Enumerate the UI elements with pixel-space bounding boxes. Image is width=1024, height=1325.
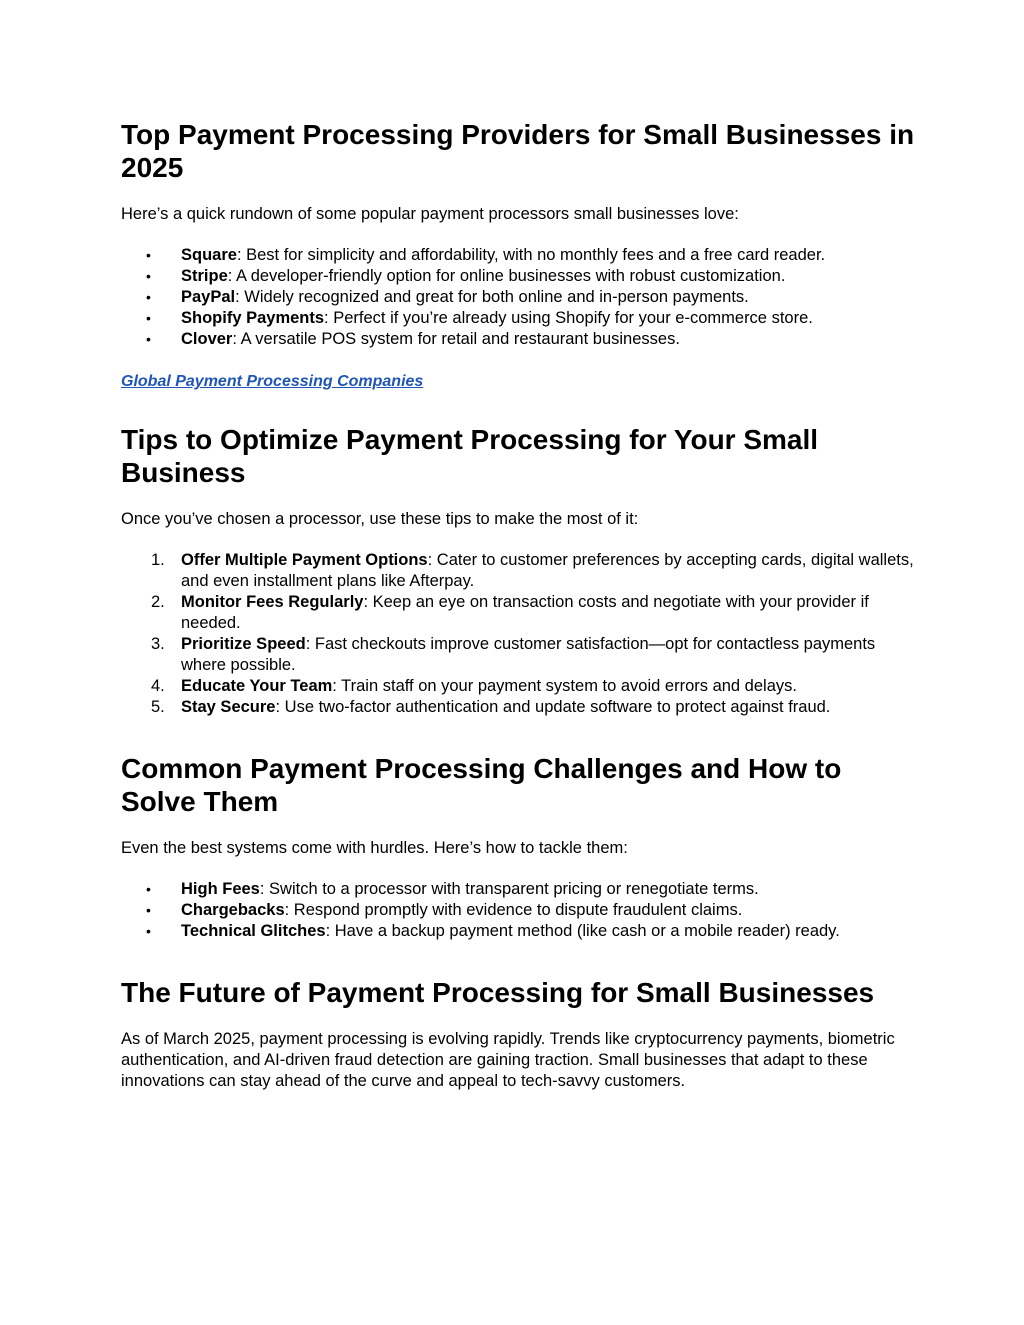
item-term: Clover — [181, 330, 233, 348]
item-text: : Use two-factor authentication and update software to protect against fraud. — [275, 698, 831, 716]
item-text: : Best for simplicity and affordability, with no monthly fees and a free card reader. — [236, 246, 826, 264]
item-text: : Train staff on your payment system to avoid errors and delays. — [332, 677, 797, 695]
bullet-icon: • — [146, 289, 151, 305]
list-item — [121, 676, 921, 697]
intro-tips: Once you’ve chosen a processor, use these tips to make the most of it: — [121, 510, 639, 528]
item-term: Educate Your Team — [181, 677, 333, 695]
item-text: : Widely recognized and great for both online and in-person payments. — [235, 288, 749, 306]
item-text: : Switch to a processor with transparent pricing or renegotiate terms. — [259, 880, 759, 898]
list-item — [121, 245, 921, 266]
bullet-icon: • — [146, 310, 151, 326]
providers-list — [121, 245, 921, 350]
heading-future: The Future of Payment Processing for Small Businesses — [121, 977, 875, 1008]
global-payment-companies-link[interactable]: Global Payment Processing Companies — [121, 373, 424, 390]
item-text: : A versatile POS system for retail and restaurant businesses. — [232, 330, 680, 348]
intro-challenges: Even the best systems come with hurdles. Here’s how to tackle them: — [121, 839, 628, 857]
item-term: Stay Secure — [181, 698, 276, 716]
list-item — [121, 308, 921, 329]
bullet-icon: • — [146, 247, 151, 263]
item-text: : Have a backup payment method (like cash or a mobile reader) ready. — [325, 922, 840, 940]
item-term: Shopify Payments — [181, 309, 325, 327]
list-item — [121, 329, 921, 350]
item-term: PayPal — [181, 288, 236, 306]
item-term: Technical Glitches — [181, 922, 326, 940]
item-term: Monitor Fees Regularly — [181, 593, 364, 611]
heading-tips: Tips to Optimize Payment Processing for Your Small Business — [121, 424, 819, 488]
bullet-icon: • — [146, 268, 151, 284]
list-item — [121, 634, 921, 676]
item-text: : Cater to customer preferences by accepting cards, digital wallets, and even installment plans like Afterpay. — [181, 551, 914, 590]
item-term: High Fees — [181, 880, 260, 898]
intro-top-providers: Here’s a quick rundown of some popular payment processors small businesses love: — [121, 205, 739, 223]
bullet-icon: • — [146, 881, 151, 897]
item-term: Offer Multiple Payment Options — [181, 551, 428, 569]
item-term: Chargebacks — [181, 901, 285, 919]
list-item — [121, 900, 921, 921]
item-text: : A developer-friendly option for online businesses with robust customization. — [227, 267, 786, 285]
item-term: Prioritize Speed — [181, 635, 306, 653]
list-item — [121, 879, 921, 900]
challenges-list — [121, 879, 921, 942]
item-text: : Fast checkouts improve customer satisfaction—opt for contactless payments where possible. — [181, 635, 876, 674]
item-text: : Respond promptly with evidence to dispute fraudulent claims. — [284, 901, 743, 919]
list-number: 2. — [151, 593, 165, 611]
list-number: 3. — [151, 635, 165, 653]
item-term: Stripe — [181, 267, 228, 285]
bullet-icon: • — [146, 923, 151, 939]
tips-list — [121, 550, 921, 718]
item-text: : Perfect if you’re already using Shopify for your e-commerce store. — [324, 309, 813, 327]
heading-top-providers: Top Payment Processing Providers for Small Businesses in 2025 — [121, 119, 915, 183]
list-item — [121, 592, 921, 634]
list-number: 1. — [151, 551, 165, 569]
bullet-icon: • — [146, 902, 151, 918]
body-future: As of March 2025, payment processing is evolving rapidly. Trends like cryptocurrency payments, biometric authentication, and AI-driven fraud detection are gaining traction. Small businesses that adapt to these innovations can stay ahead of the curve and appeal to tech-savvy customers. — [121, 1030, 895, 1090]
heading-challenges: Common Payment Processing Challenges and How to Solve Them — [121, 753, 842, 817]
list-item — [121, 266, 921, 287]
bullet-icon: • — [146, 331, 151, 347]
list-number: 5. — [151, 698, 165, 716]
list-item — [121, 697, 921, 718]
item-text: : Keep an eye on transaction costs and negotiate with your provider if needed. — [181, 593, 869, 632]
list-number: 4. — [151, 677, 165, 695]
document-page — [121, 118, 921, 1092]
list-item — [121, 921, 921, 942]
item-term: Square — [181, 246, 237, 264]
list-item — [121, 287, 921, 308]
list-item — [121, 550, 921, 592]
